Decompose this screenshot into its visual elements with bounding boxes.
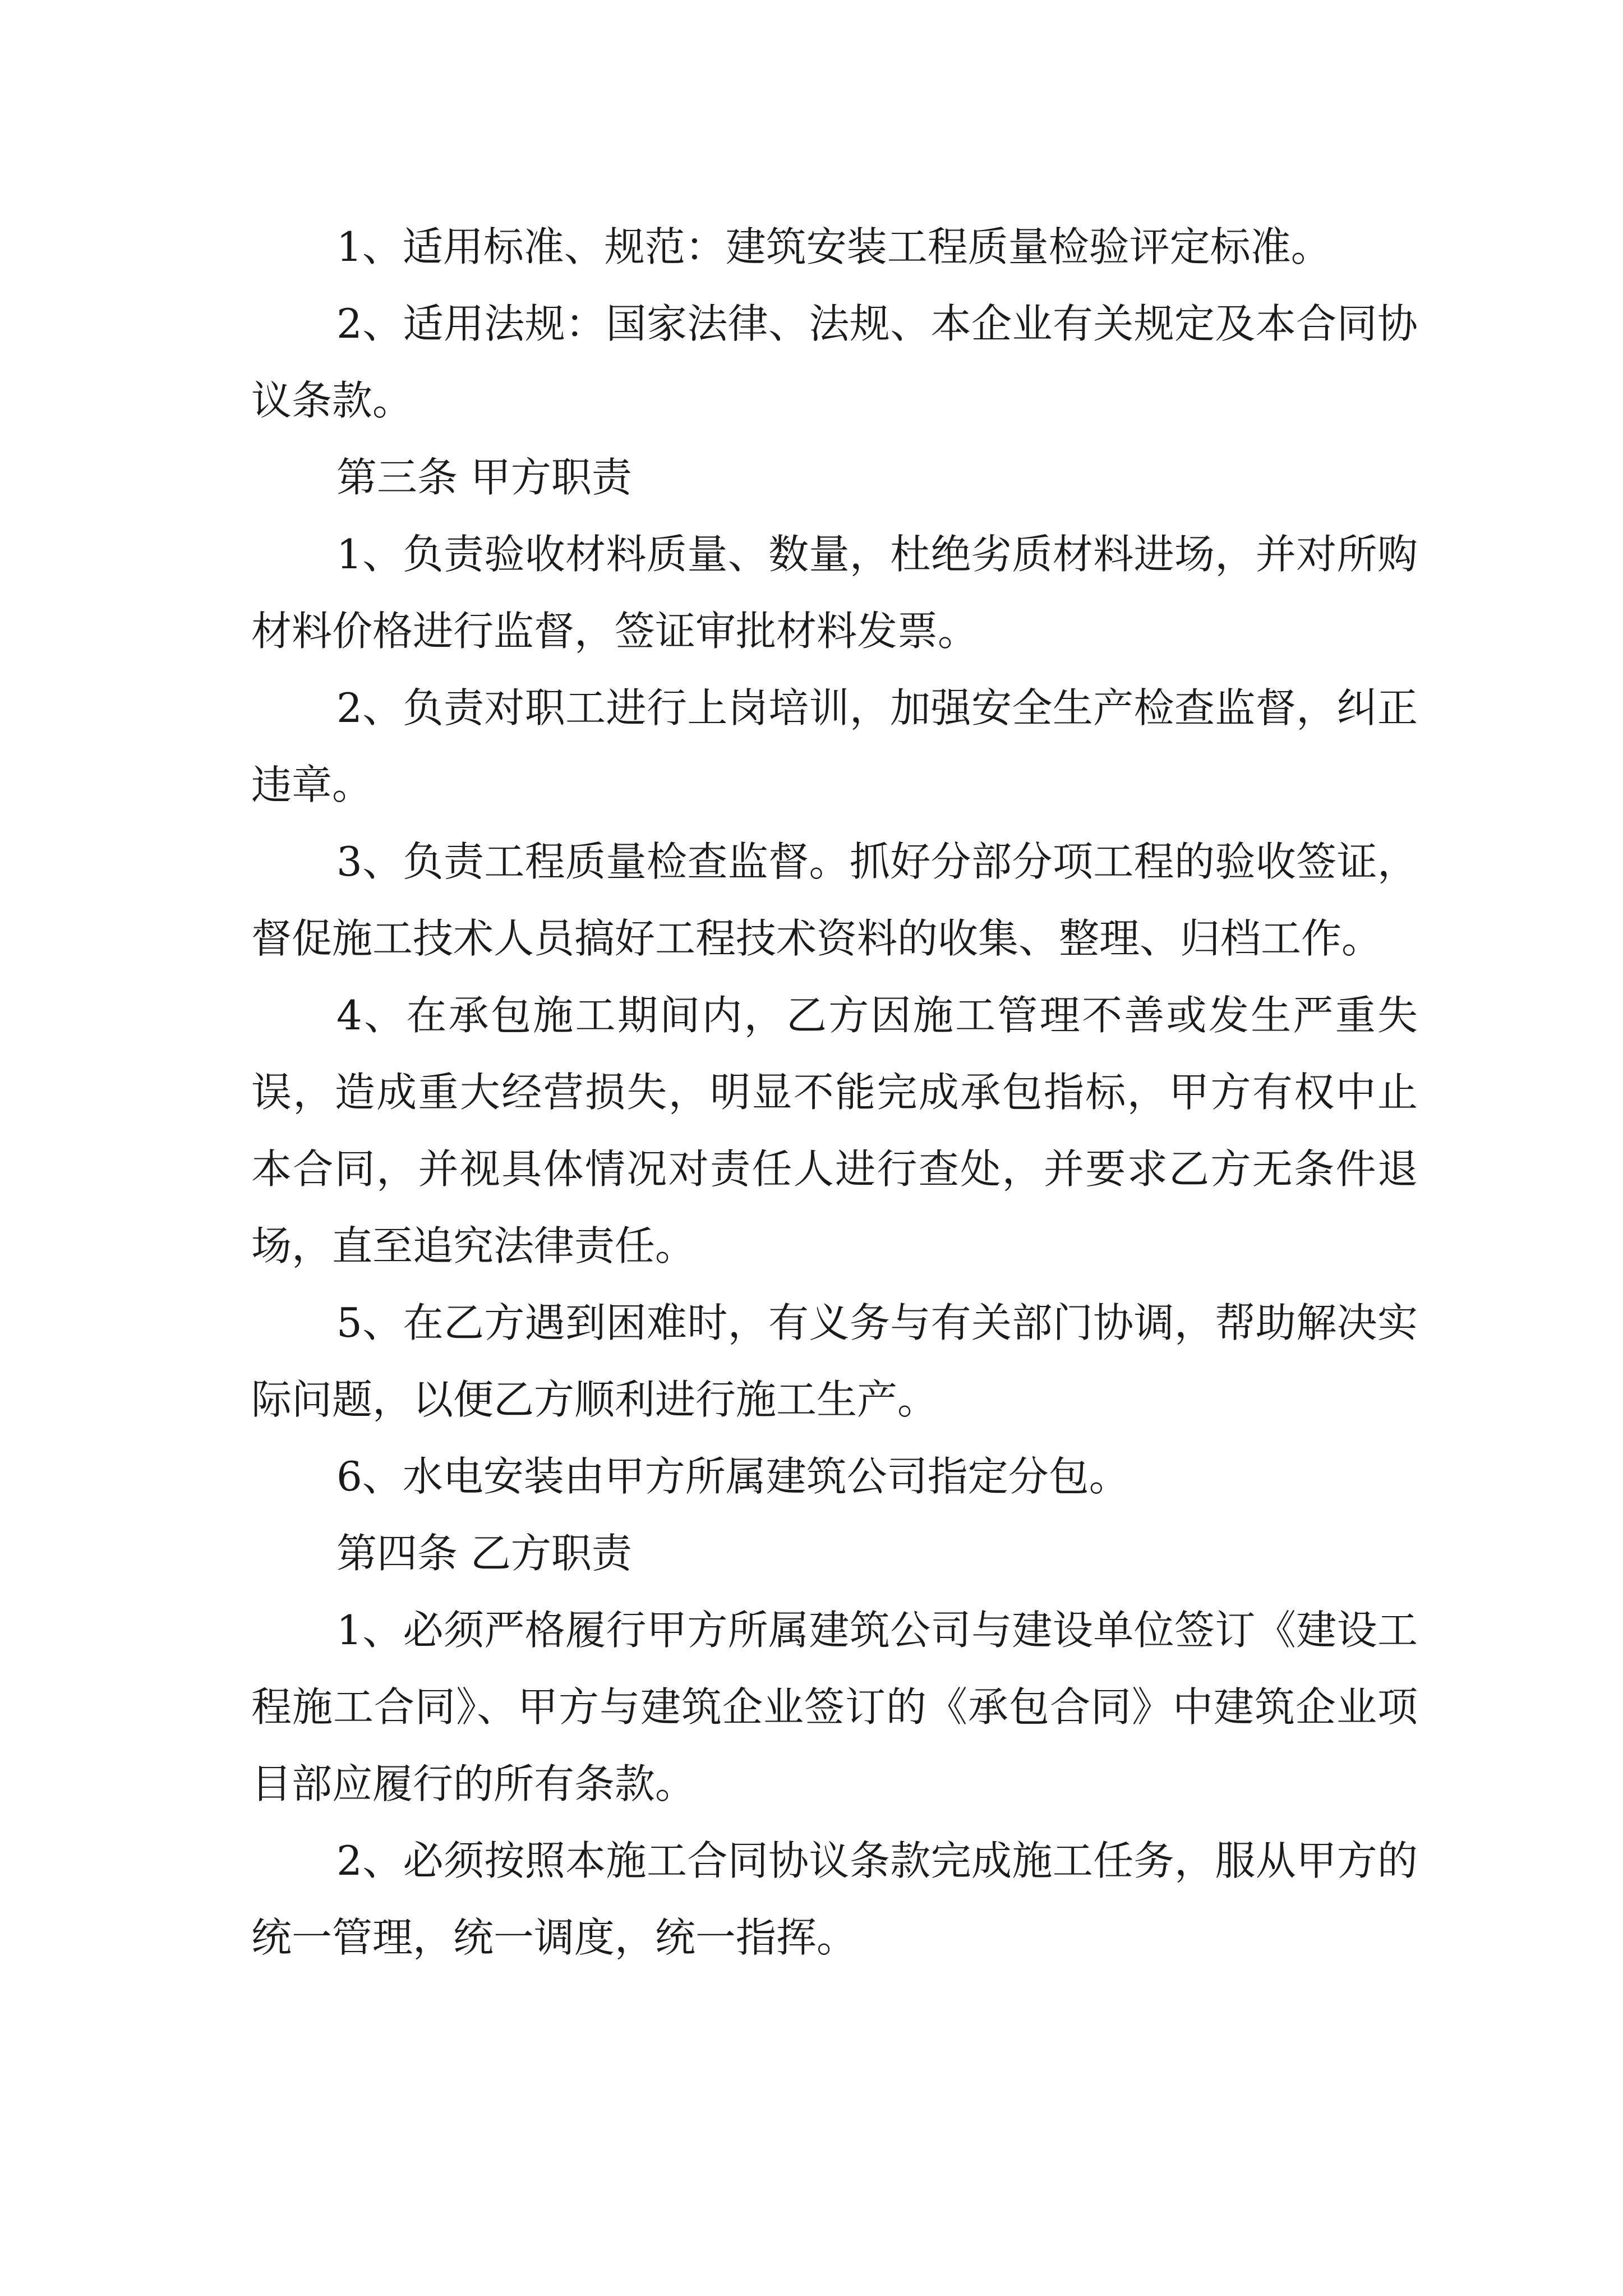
paragraph-party-a-item-1: 1、负责验收材料质量、数量，杜绝劣质材料进场，并对所购材料价格进行监督，签证审批材料发票。 [251, 531, 1418, 655]
paragraph-party-a-item-2: 2、负责对职工进行上岗培训，加强安全生产检查监督，纠正违章。 [251, 684, 1418, 808]
paragraph-party-b-item-2: 2、必须按照本施工合同协议条款完成施工任务，服从甲方的统一管理，统一调度，统一指挥。 [251, 1837, 1418, 1961]
document-body [251, 209, 1418, 1976]
paragraph-standards: 1、适用标准、规范：建筑安装工程质量检验评定标准。 [336, 223, 1331, 270]
section-heading-party-b: 第四条 乙方职责 [336, 1530, 632, 1577]
paragraph-party-a-item-3: 3、负责工程质量检查监督。抓好分部分项工程的验收签证，督促施工技术人员搞好工程技术资料的收集、整理、归档工作。 [251, 838, 1418, 962]
paragraph-party-b-item-1: 1、必须严格履行甲方所属建筑公司与建设单位签订《建设工程施工合同》、甲方与建筑企业签订的《承包合同》中建筑企业项目部应履行的所有条款。 [251, 1607, 1418, 1807]
paragraph-party-a-item-4: 4、在承包施工期间内，乙方因施工管理不善或发生严重失误，造成重大经营损失，明显不能完成承包指标，甲方有权中止本合同，并视具体情况对责任人进行查处，并要求乙方无条件退场，直至追究法律责任。 [251, 992, 1418, 1269]
paragraph-regulations: 2、适用法规：国家法律、法规、本企业有关规定及本合同协议条款。 [251, 300, 1418, 424]
paragraph-party-a-item-6: 6、水电安装由甲方所属建筑公司指定分包。 [336, 1453, 1129, 1500]
section-heading-party-a: 第三条 甲方职责 [336, 454, 632, 501]
paragraph-party-a-item-5: 5、在乙方遇到困难时，有义务与有关部门协调，帮助解决实际问题，以便乙方顺利进行施工生产。 [251, 1299, 1418, 1423]
